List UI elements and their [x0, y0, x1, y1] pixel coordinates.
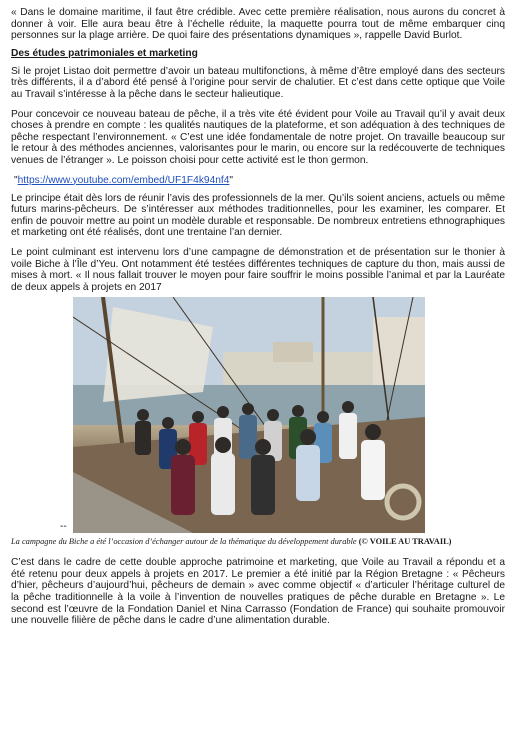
photo-container — [11, 297, 505, 535]
article — [11, 7, 505, 627]
photo-illustration — [73, 297, 425, 533]
photo-caption — [11, 537, 505, 547]
link-prefix: " — [14, 174, 18, 186]
photo-biche-deck — [73, 297, 425, 533]
section-heading: Des études patrimoniales et marketing — [11, 47, 198, 59]
paragraph-listao: Si le projet Listao doit permettre d’avoir un bateau multifonctions, à même d’être employé dans des secteurs très différents, il a d’abord été pensé à l’origine pour servir de chalutier. Et c’est dans cette optique que Voile au Travail s’intéresse à la pêche dans le secteur halieutique. — [11, 65, 505, 100]
paragraph-appels-projets: C’est dans le cadre de cette double approche patrimoine et marketing, que Voile au Travail a répondu et a été retenu pour deux appels à projets en 2017. Le premier a été initié par la Région Bretagne : « Pêcheurs d’hier, pêcheurs d’aujourd’hui, pêcheurs de demain » avec comme objectif « d’articuler l’héritage culturel de la pêche traditionnelle à la voile à l’invention de nouvelles pratiques de pêche durable en Bretagne ». Le second est l’œuvre de la Fondation Daniel et Nina Carrasso (Fondation de France) qui souhaite promouvoir une nouvelle filière de pêche dans le cadre d’une alimentation durable. — [11, 557, 505, 627]
caption-credit: (© VOILE AU TRAVAIL) — [356, 537, 452, 547]
video-link-line — [14, 175, 505, 187]
youtube-link[interactable]: https://www.youtube.com/embed/UF1F4k94nf4 — [17, 174, 230, 186]
caption-text: La campagne du Biche a été l’occasion d’échanger autour de la thématique du développement durable — [11, 537, 357, 547]
dash-marker: -- — [60, 521, 67, 533]
paragraph-point-culminant: Le point culminant est intervenu lors d’une campagne de démonstration et de présentation sur le thonier à voile Biche à l’Île d’Yeu. Ont notamment été testées différentes techniques de capture du thon, mais aussi de mises à mort. « Il nous fallait trouver le moyen pour faire souffrir le moins possible l’animal et par la Lauréate de deux appels à projets en 2017 — [11, 246, 505, 293]
link-suffix: " — [229, 174, 234, 186]
intro-paragraph: « Dans le domaine maritime, il faut être crédible. Avec cette première réalisation, nous aurons du concret à donner à voir. Elle aura beau être à l’échelle réduite, la maquette pourra tout de même embarquer cinq personnes sur la plage arrière. De quoi faire des présentations dynamiques », rappelle David Burlot. — [11, 7, 505, 42]
paragraph-concevoir: Pour concevoir ce nouveau bateau de pêche, il a très vite été évident pour Voile au Travail qu’il y avait deux choses à prendre en compte : les qualités nautiques de la plateforme, et son adéquation à des techniques de pêche respectant l’environnement. « C’est une idée fondamentale de notre projet. On travaille beaucoup sur le retour à des méthodes anciennes, valorisantes pour le marin, ou encore sur la redécouverte de techniques venues de l’étranger ». Le poisson choisi pour cette activité est le thon germon. — [11, 108, 505, 166]
paragraph-principe: Le principe était dès lors de réunir l’avis des professionnels de la mer. Qu’ils soient anciens, actuels ou même futurs marins-pêcheurs. De s’intéresser aux méthodes traditionnelles, pour les examiner, les comparer. Et enfin de pouvoir mettre au point un modèle durable et responsable. De nombreux entretiens ethnographiques et marketing ont été réalisés, dont une trentaine l’an dernier. — [11, 192, 505, 239]
